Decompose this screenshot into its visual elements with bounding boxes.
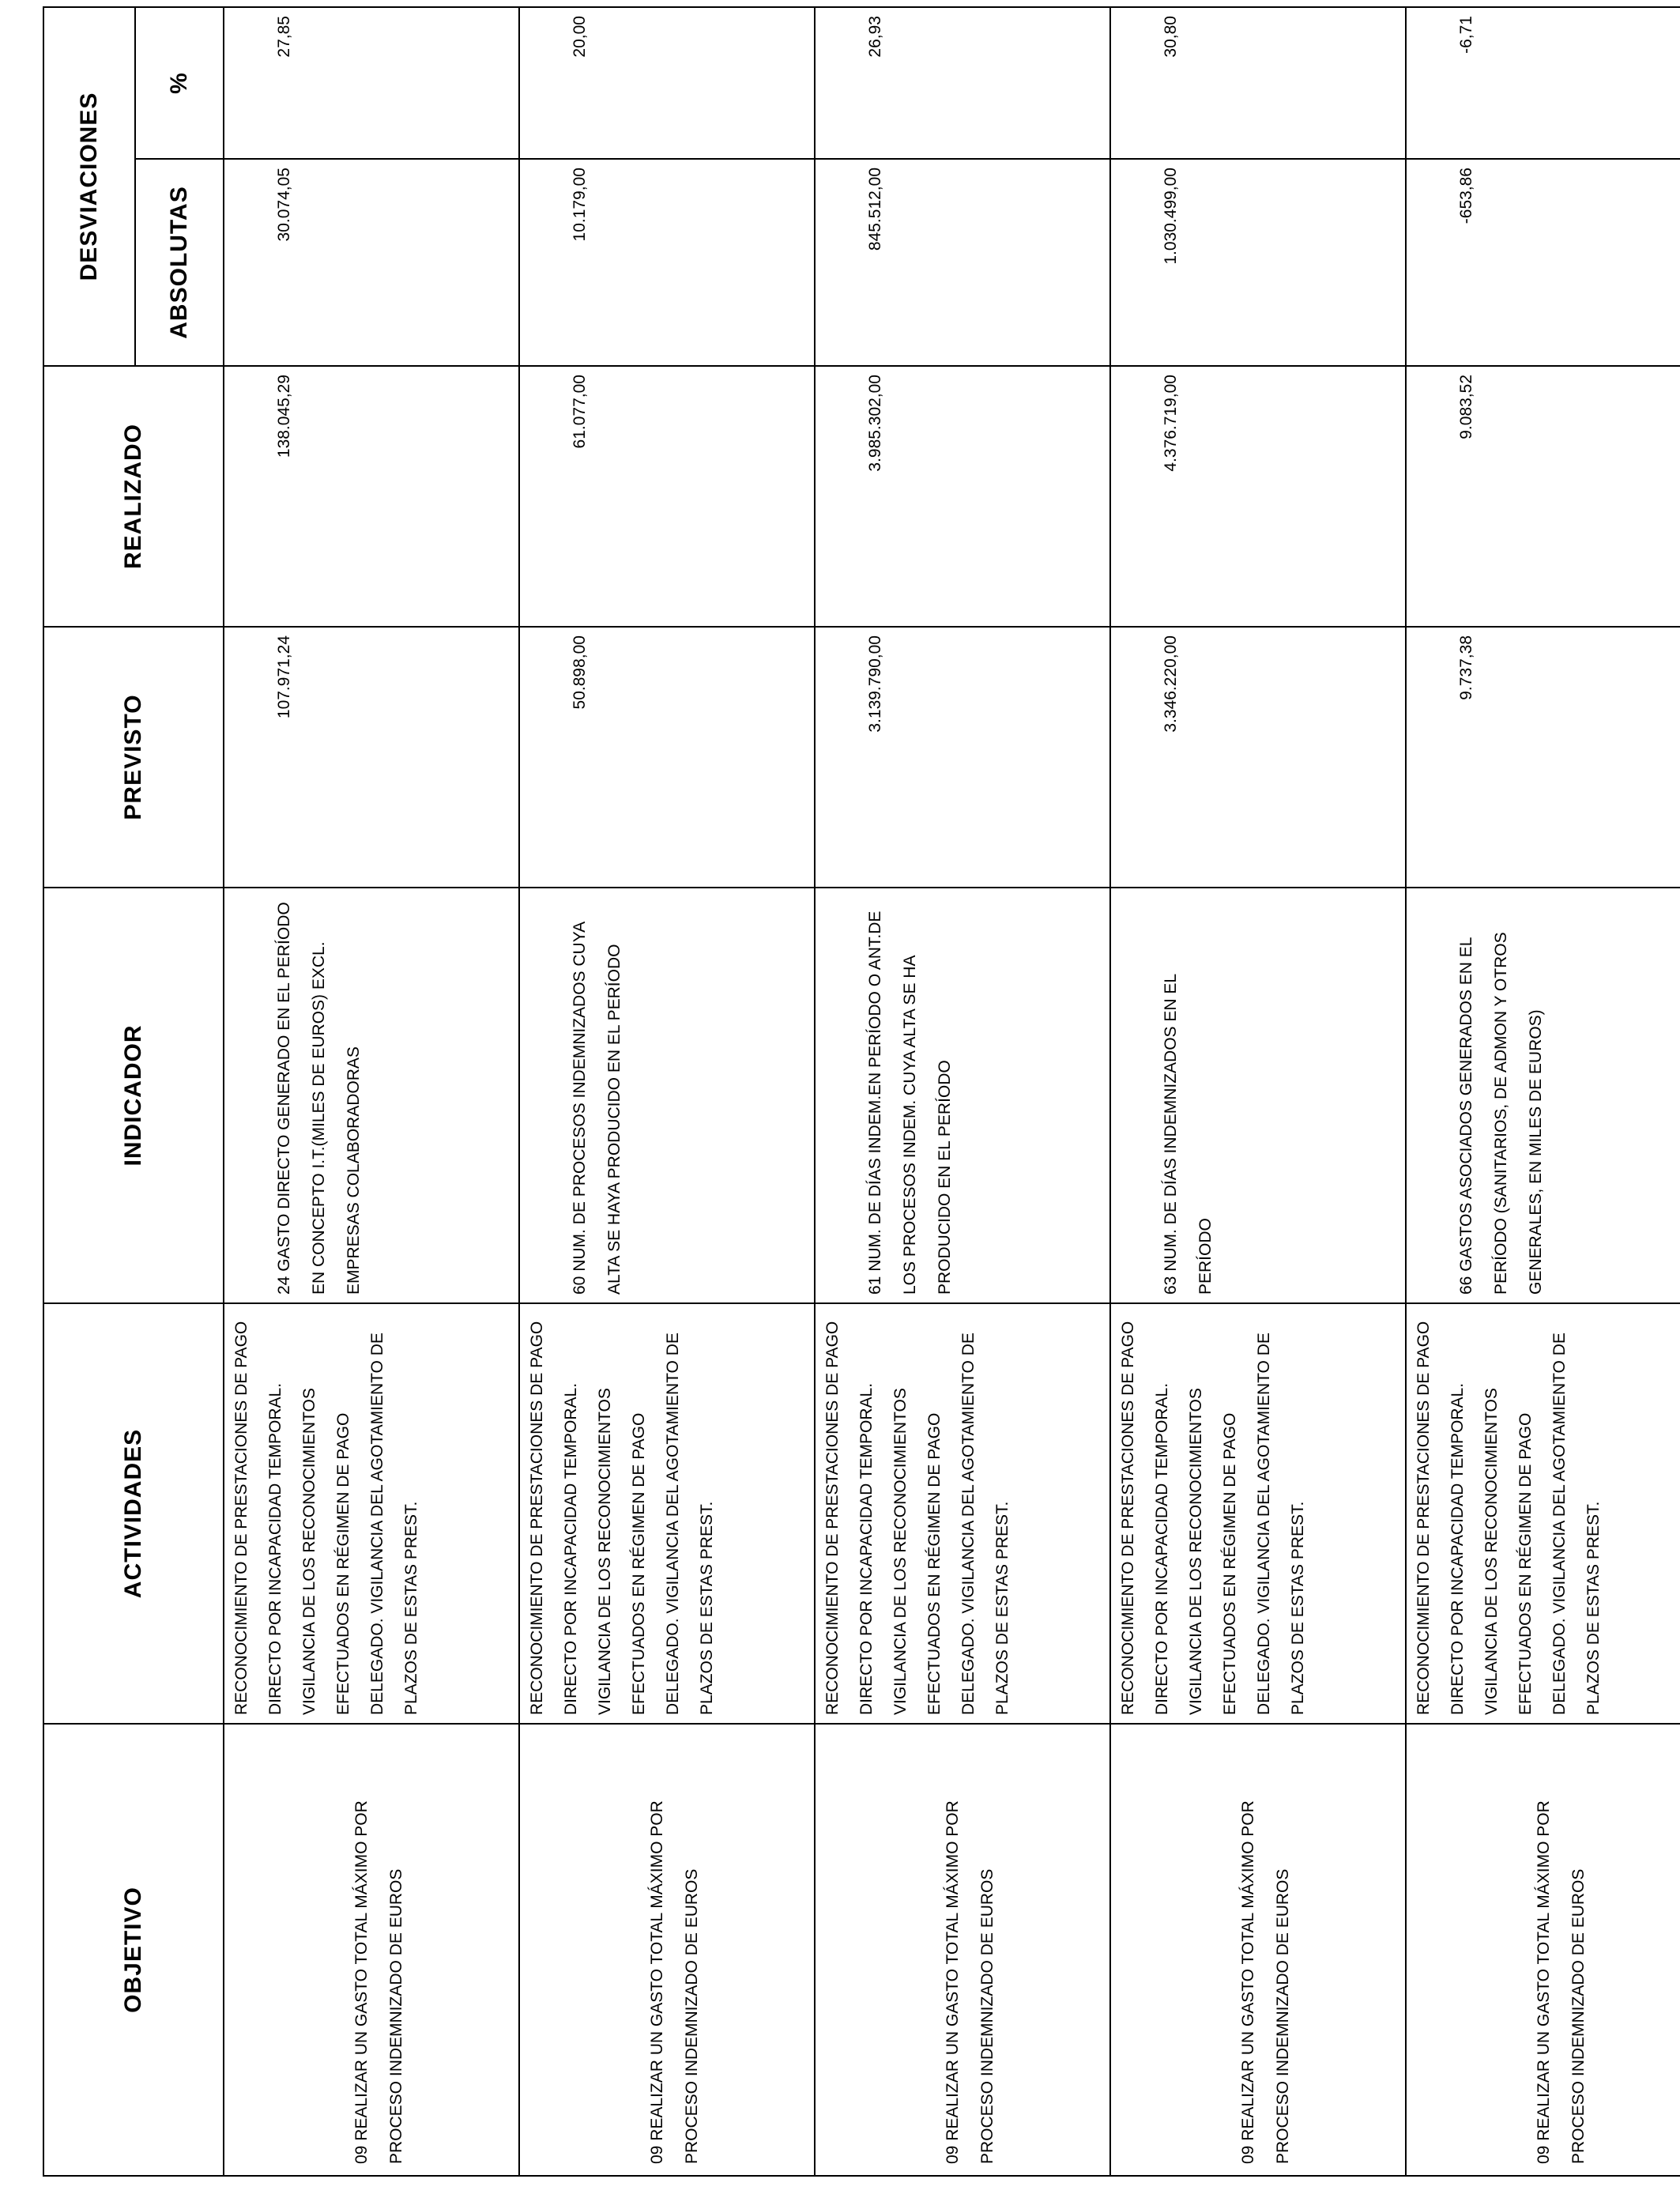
indicador-text: 61 NUM. DE DÍAS INDEM.EN PERÍODO O ANT.DE LOS PROCESOS INDEM. CUYA ALTA SE HA PRODUCIDO EN EL PERÍODO — [866, 910, 954, 1295]
absolutas-cell — [1406, 159, 1680, 366]
actividades-cell — [1406, 1303, 1680, 1724]
realizado-cell — [519, 366, 815, 627]
indicador-text: 63 NUM. DE DÍAS INDEMNIZADOS EN EL PERÍODO — [1162, 974, 1215, 1295]
porcentaje-value: -6,71 — [1457, 16, 1475, 54]
header-previsto: PREVISTO — [43, 627, 224, 888]
table-row — [1110, 7, 1406, 2176]
previsto-value: 107.971,24 — [275, 635, 293, 719]
actividades-text: RECONOCIMIENTO DE PRESTACIONES DE PAGO DIRECTO POR INCAPACIDAD TEMPORAL. VIGILANCIA DE LOS RECONOCIMIENTOS EFECTUADOS EN RÉGIMEN DE PAGO DELEGADO. VIGILANCIA DEL AGOTAMIENTO DE PLAZOS DE ESTAS PREST. — [528, 1321, 716, 1715]
absolutas-cell — [815, 159, 1110, 366]
realizado-value: 9.083,52 — [1457, 375, 1475, 439]
header-objetivo: OBJETIVO — [43, 1724, 224, 2176]
actividades-text: RECONOCIMIENTO DE PRESTACIONES DE PAGO DIRECTO POR INCAPACIDAD TEMPORAL. VIGILANCIA DE LOS RECONOCIMIENTOS EFECTUADOS EN RÉGIMEN DE PAGO DELEGADO. VIGILANCIA DEL AGOTAMIENTO DE PLAZOS DE ESTAS PREST. — [1119, 1321, 1307, 1715]
porcentaje-cell — [224, 7, 519, 159]
porcentaje-value: 26,93 — [866, 16, 884, 58]
header-realizado: REALIZADO — [43, 366, 224, 627]
actividades-text: RECONOCIMIENTO DE PRESTACIONES DE PAGO DIRECTO POR INCAPACIDAD TEMPORAL. VIGILANCIA DE LOS RECONOCIMIENTOS EFECTUADOS EN RÉGIMEN DE PAGO DELEGADO. VIGILANCIA DEL AGOTAMIENTO DE PLAZOS DE ESTAS PREST. — [823, 1321, 1011, 1715]
actividades-text: RECONOCIMIENTO DE PRESTACIONES DE PAGO DIRECTO POR INCAPACIDAD TEMPORAL. VIGILANCIA DE LOS RECONOCIMIENTOS EFECTUADOS EN RÉGIMEN DE PAGO DELEGADO. VIGILANCIA DEL AGOTAMIENTO DE PLAZOS DE ESTAS PREST. — [232, 1321, 420, 1715]
header-desviaciones: DESVIACIONES — [43, 7, 135, 366]
previsto-value: 3.346.220,00 — [1162, 635, 1180, 733]
actividades-cell — [224, 1303, 519, 1724]
previsto-cell — [224, 627, 519, 888]
header-actividades: ACTIVIDADES — [43, 1303, 224, 1724]
previsto-cell — [1406, 627, 1680, 888]
porcentaje-value: 30,80 — [1162, 16, 1180, 58]
objetivo-cell — [224, 1724, 519, 2176]
indicador-cell — [519, 888, 815, 1303]
objetivo-cell — [519, 1724, 815, 2176]
realizado-cell — [1110, 366, 1406, 627]
realizado-cell — [224, 366, 519, 627]
porcentaje-cell — [815, 7, 1110, 159]
table-row — [224, 7, 519, 2176]
porcentaje-cell — [1110, 7, 1406, 159]
objetivo-text: 09 REALIZAR UN GASTO TOTAL MÁXIMO POR PROCESO INDEMNIZADO DE EUROS — [944, 1800, 996, 2164]
table-row — [815, 7, 1110, 2176]
indicador-text: 24 GASTO DIRECTO GENERADO EN EL PERÍODO EN CONCEPTO I.T.(MILES DE EUROS) EXCL. EMPRESAS COLABORADORAS — [275, 902, 363, 1295]
realizado-value: 3.985.302,00 — [866, 375, 884, 472]
realizado-value: 61.077,00 — [571, 375, 589, 449]
previsto-value: 50.898,00 — [571, 635, 589, 710]
objetivo-cell — [1406, 1724, 1680, 2176]
actividades-cell — [815, 1303, 1110, 1724]
objetivo-text: 09 REALIZAR UN GASTO TOTAL MÁXIMO POR PROCESO INDEMNIZADO DE EUROS — [352, 1800, 405, 2164]
absolutas-value: 1.030.499,00 — [1162, 168, 1180, 265]
indicador-cell — [815, 888, 1110, 1303]
indicador-text: 60 NUM. DE PROCESOS INDEMNIZADOS CUYA ALTA SE HAYA PRODUCIDO EN EL PERÍODO — [571, 922, 623, 1295]
realizado-value: 4.376.719,00 — [1162, 375, 1180, 472]
objetivo-cell — [815, 1724, 1110, 2176]
previsto-cell — [519, 627, 815, 888]
objectives-table — [43, 6, 1680, 2177]
header-row — [43, 7, 135, 2176]
porcentaje-cell — [1406, 7, 1680, 159]
absolutas-cell — [1110, 159, 1406, 366]
realizado-value: 138.045,29 — [275, 375, 293, 458]
absolutas-cell — [519, 159, 815, 366]
objetivo-cell — [1110, 1724, 1406, 2176]
realizado-cell — [815, 366, 1110, 627]
indicador-cell — [1406, 888, 1680, 1303]
header-porcentaje: % — [135, 7, 224, 159]
actividades-cell — [519, 1303, 815, 1724]
porcentaje-value: 27,85 — [275, 16, 293, 58]
indicador-cell — [1110, 888, 1406, 1303]
header-absolutas: ABSOLUTAS — [135, 159, 224, 366]
table-row — [1406, 7, 1680, 2176]
indicador-cell — [224, 888, 519, 1303]
realizado-cell — [1406, 366, 1680, 627]
absolutas-value: 845.512,00 — [866, 168, 884, 251]
absolutas-cell — [224, 159, 519, 366]
objetivo-text: 09 REALIZAR UN GASTO TOTAL MÁXIMO POR PROCESO INDEMNIZADO DE EUROS — [648, 1800, 701, 2164]
previsto-cell — [815, 627, 1110, 888]
absolutas-value: -653,86 — [1457, 168, 1475, 224]
objetivo-text: 09 REALIZAR UN GASTO TOTAL MÁXIMO POR PROCESO INDEMNIZADO DE EUROS — [1535, 1800, 1588, 2164]
table-row — [519, 7, 815, 2176]
rotated-page — [43, 8, 1603, 2177]
porcentaje-cell — [519, 7, 815, 159]
objetivo-text: 09 REALIZAR UN GASTO TOTAL MÁXIMO POR PROCESO INDEMNIZADO DE EUROS — [1239, 1800, 1292, 2164]
previsto-value: 9.737,38 — [1457, 635, 1475, 700]
absolutas-value: 30.074,05 — [275, 168, 293, 242]
actividades-cell — [1110, 1303, 1406, 1724]
previsto-value: 3.139.790,00 — [866, 635, 884, 733]
porcentaje-value: 20,00 — [571, 16, 589, 58]
absolutas-value: 10.179,00 — [571, 168, 589, 242]
actividades-text: RECONOCIMIENTO DE PRESTACIONES DE PAGO DIRECTO POR INCAPACIDAD TEMPORAL. VIGILANCIA DE LOS RECONOCIMIENTOS EFECTUADOS EN RÉGIMEN DE PAGO DELEGADO. VIGILANCIA DEL AGOTAMIENTO DE PLAZOS DE ESTAS PREST. — [1414, 1321, 1603, 1715]
indicador-text: 66 GASTOS ASOCIADOS GENERADOS EN EL PERÍODO (SANITARIOS, DE ADMON Y OTROS GENERALES, EN MILES DE EUROS) — [1457, 932, 1545, 1295]
previsto-cell — [1110, 627, 1406, 888]
header-indicador: INDICADOR — [43, 888, 224, 1303]
